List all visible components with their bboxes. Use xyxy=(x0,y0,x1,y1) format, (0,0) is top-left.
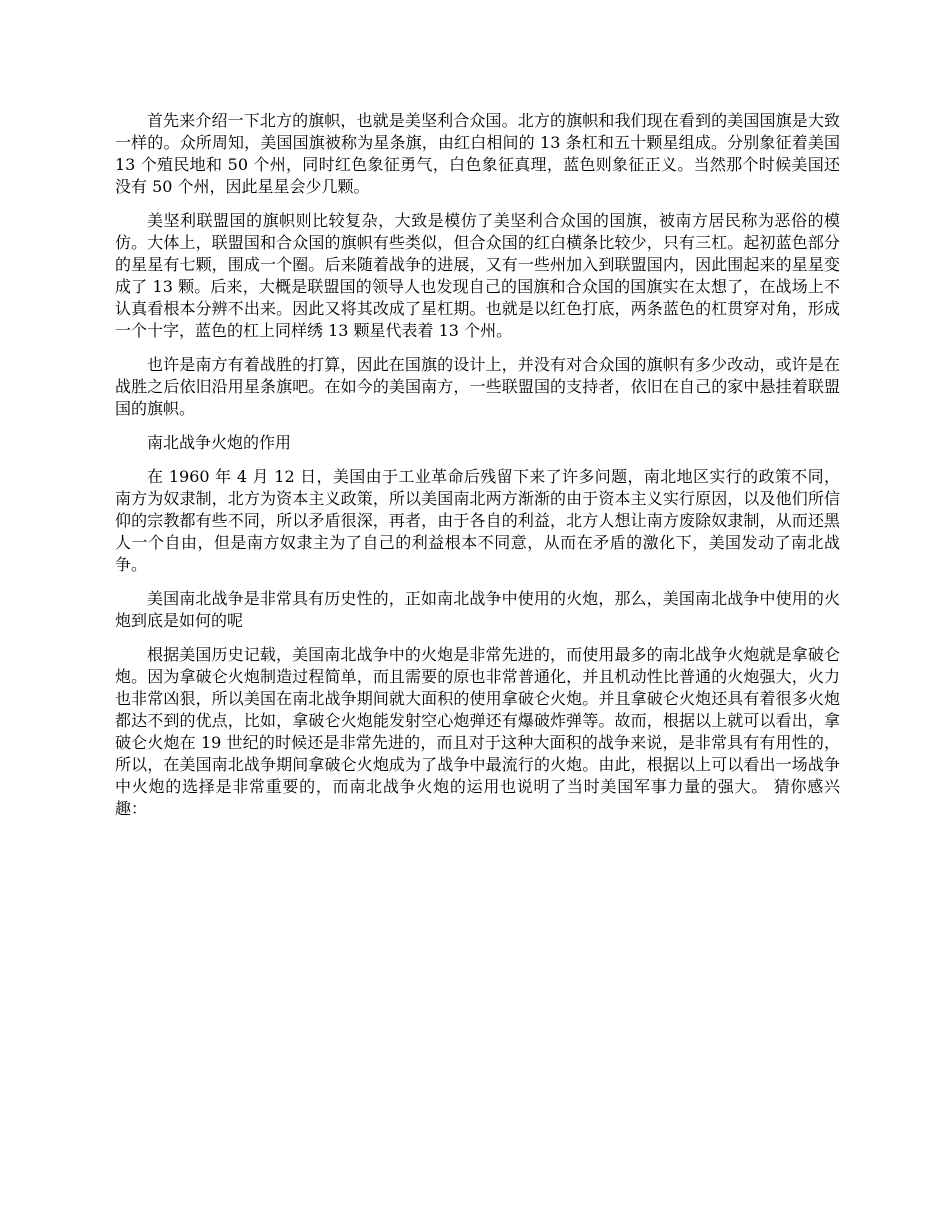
document-page xyxy=(115,110,840,832)
paragraph-south-flag-usage: 也许是南方有着战胜的打算，因此在国旗的设计上，并没有对合众国的旗帜有多少改动，或许是在战胜之后依旧沿用星条旗吧。在如今的美国南方，一些联盟国的支持者，依旧在自己的家中悬挂着联盟国的旗帜。 xyxy=(115,355,840,418)
section-heading-cannon: 南北战争火炮的作用 xyxy=(147,433,292,452)
paragraph-north-flag: 首先来介绍一下北方的旗帜，也就是美坚利合众国。北方的旗帜和我们现在看到的美国国旗是大致一样的。众所周知，美国国旗被称为星条旗，由红白相间的 13 条杠和五十颗星组成。分别象征着美国 13 个殖民地和 50 个州，同时红色象征勇气，白色象征真理，蓝色则象征正义。当然那个时候美国还没有 50 个州，因此星星会少几颗。 xyxy=(115,111,840,196)
paragraph-war-origin: 在 1960 年 4 月 12 日，美国由于工业革命后残留下来了许多问题，南北地区实行的政策不同，南方为奴隶制，北方为资本主义政策，所以美国南北两方渐渐的由于资本主义实行原因，以及他们所信仰的宗教都有些不同，所以矛盾很深，再者，由于各自的利益，北方人想让南方废除奴隶制，从而还黑人一个自由，但是南方奴隶主为了自己的利益根本不同意，从而在矛盾的激化下，美国发动了南北战争。 xyxy=(115,467,840,574)
paragraph-napoleon-cannon: 根据美国历史记载，美国南北战争中的火炮是非常先进的，而使用最多的南北战争火炮就是拿破仑炮。因为拿破仑火炮制造过程简单，而且需要的原也非常普通化，并且机动性比普通的火炮强大，火力也非常凶狠，所以美国在南北战争期间就大面积的使用拿破仑火炮。并且拿破仑火炮还具有着很多火炮都达不到的优点，比如，拿破仑火炮能发射空心炮弹还有爆破炸弹等。故而，根据以上就可以看出，拿破仑火炮在 19 世纪的时候还是非常先进的，而且对于这种大面积的战争来说，是非常具有有用性的，所以，在美国南北战争期间拿破仑火炮成为了战争中最流行的火炮。由此，根据以上可以看出一场战争中火炮的选择是非常重要的，而南北战争火炮的运用也说明了当时美国军事力量的强大。 猜你感兴趣： xyxy=(115,645,840,818)
paragraph-cannon-intro: 美国南北战争是非常具有历史性的，正如南北战争中使用的火炮，那么，美国南北战争中使用的火炮到底是如何的呢 xyxy=(115,589,840,630)
paragraph-confederate-flag: 美坚利联盟国的旗帜则比较复杂，大致是模仿了美坚利合众国的国旗，被南方居民称为恶俗的模仿。大体上，联盟国和合众国的旗帜有些类似，但合众国的红白横条比较少，只有三杠。起初蓝色部分的星星有七颗，围成一个圈。后来随着战争的进展，又有一些州加入到联盟国内，因此围起来的星星变成了 13 颗。后来，大概是联盟国的领导人也发现自己的国旗和合众国的国旗实在太想了，在战场上不认真看根本分辨不出来。因此又将其改成了星杠期。也就是以红色打底，两条蓝色的杠贯穿对角，形成一个十字，蓝色的杠上同样绣 13 颗星代表着 13 个州。 xyxy=(115,211,840,340)
